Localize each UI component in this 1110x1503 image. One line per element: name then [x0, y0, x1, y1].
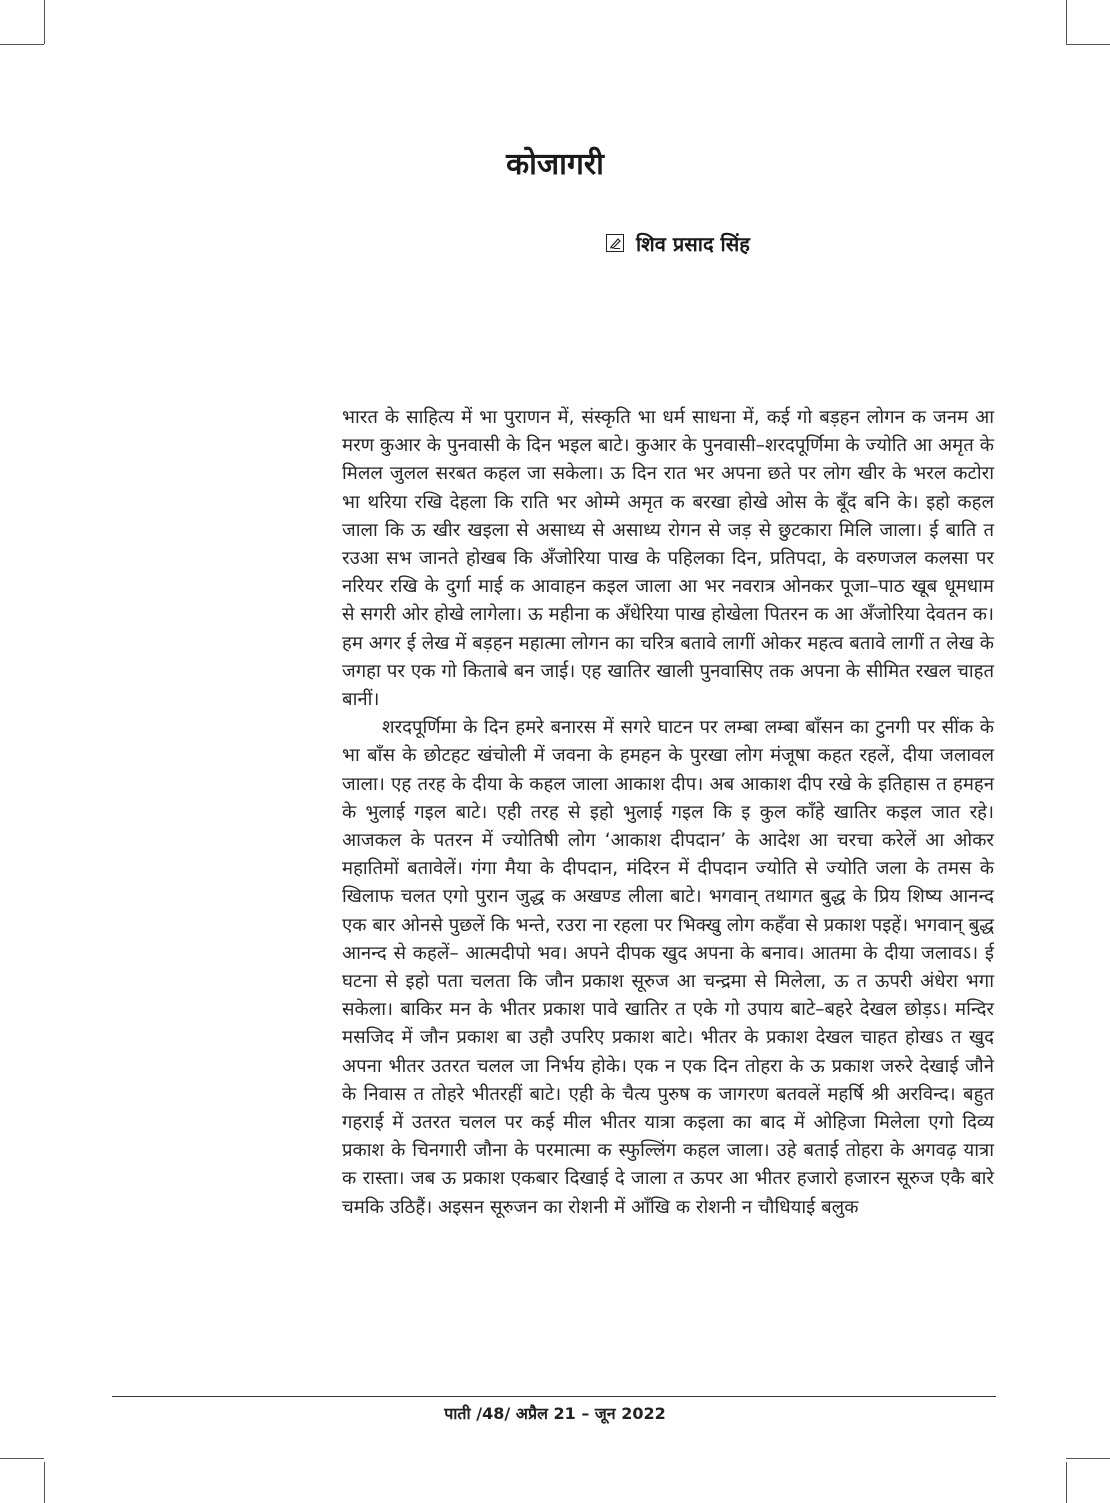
- crop-mark-top-right-v: [1066, 0, 1067, 44]
- crop-mark-top-right-h: [1066, 44, 1110, 45]
- crop-mark-bottom-left-h: [0, 1458, 44, 1459]
- author-byline: [606, 228, 750, 258]
- article-body: [342, 404, 994, 1222]
- crop-mark-bottom-right-h: [1066, 1458, 1110, 1459]
- crop-mark-bottom-left-v: [44, 1462, 45, 1503]
- article-title: कोजागरी: [506, 147, 604, 182]
- paragraph-1: भारत के साहित्य में भा पुराणन में, संस्कृति भा धर्म साधना में, कई गो बड़हन लोगन क जनम आ मरण कुआर के पुनवासी के दिन भइल बाटे। कुआर के पुनवासी–शरदपूर्णिमा के ज्योति आ अमृत के मिलल जुलल सरबत कहल जा सकेला। ऊ दिन रात भर अपना छते पर लोग खीर के भरल कटोरा भा थरिया रखि देहला कि राति भर ओम्मे अमृत क बरखा होखे ओस के बूँद बनि के। इहो कहल जाला कि ऊ खीर खइला से असाध्य से असाध्य रोगन से जड़ से छुटकारा मिलि जाला। ई बाति त रउआ सभ जानते होखब कि अँजोरिया पाख के पहिलका दिन, प्रतिपदा, के वरुणजल कलसा पर नरियर रखि के दुर्गा माई क आवाहन कइल जाला आ भर नवरात्र ओनकर पूजा–पाठ खूब धूमधाम से सगरी ओर होखे लागेला। ऊ महीना क अँधेरिया पाख होखेला पितरन क आ अँजोरिया देवतन क। हम अगर ई लेख में बड़हन महात्मा लोगन का चरित्र बतावे लागीं ओकर महत्व बतावे लागीं त लेख के जगहा पर एक गो किताबे बन जाई। एह खातिर खाली पुनवासिए तक अपना के सीमित रखल चाहत बानीं।: [342, 407, 994, 711]
- crop-mark-bottom-right-v: [1066, 1462, 1067, 1503]
- footer-divider: [112, 1396, 996, 1397]
- crop-mark-top-left-v: [44, 0, 45, 44]
- paragraph-2: शरदपूर्णिमा के दिन हमरे बनारस में सगरे घाटन पर लम्बा लम्बा बाँसन का टुनगी पर सींक के भा बाँस के छोटहट खंचोली में जवना के हमहन के पुरखा लोग मंजूषा कहत रहलें, दीया जलावल जाला। एह तरह के दीया के कहल जाला आकाश दीप। अब आकाश दीप रखे के इतिहास त हमहन के भुलाई गइल बाटे। एही तरह से इहो भुलाई गइल कि इ कुल काँहे खातिर कइल जात रहे। आजकल के पतरन में ज्योतिषी लोग ‘आकाश दीपदान’ के आदेश आ चरचा करेलें आ ओकर महातिमों बतावेलें। गंगा मैया के दीपदान, मंदिरन में दीपदान ज्योति से ज्योति जला के तमस के खिलाफ चलत एगो पुरान जुद्ध क अखण्ड लीला बाटे। भगवान् तथागत बुद्ध के प्रिय शिष्य आनन्द एक बार ओनसे पुछलें कि भन्ते, रउरा ना रहला पर भिक्खु लोग कहँवा से प्रकाश पइहें। भगवान् बुद्ध आनन्द से कहलें– आत्मदीपो भव। अपने दीपक खुद अपना के बनाव। आतमा के दीया जलावऽ। ई घटना से इहो पता चलता कि जौन प्रकाश सूरुज आ चन्द्रमा से मिलेला, ऊ त ऊपरी अंधेरा भगा सकेला। बाकिर मन के भीतर प्रकाश पावे खातिर त एके गो उपाय बाटे–बहरे देखल छोड़ऽ। मन्दिर मसजिद में जौन प्रकाश बा उहौ उपरिए प्रकाश बाटे। भीतर के प्रकाश देखल चाहत होखऽ त खुद अपना भीतर उतरत चलल जा निर्भय होके। एक न एक दिन तोहरा के ऊ प्रकाश जरुरे देखाई जौने के निवास त तोहरे भीतरहीं बाटे। एही के चैत्य पुरुष क जागरण बतवलें महर्षि श्री अरविन्द। बहुत गहराई में उतरत चलल पर कई मील भीतर यात्रा कइला का बाद में ओहिजा मिलेला एगो दिव्य प्रकाश के चिनगारी जौना के परमात्मा क स्फुल्लिंग कहल जाला। उहे बताई तोहरा के अगवढ़ यात्रा क रास्ता। जब ऊ प्रकाश एकबार दिखाई दे जाला त ऊपर आ भीतर हजारो हजारन सूरुज एकै बारे चमकि उठिहैं। अइसन सूरुजन का रोशनी में आँखि क रोशनी न चौधियाई बलुक: [342, 717, 995, 1218]
- author-name: शिव प्रसाद सिंह: [636, 231, 750, 256]
- footer-page-info: पाती /48/ अप्रैल 21 – जून 2022: [444, 1404, 666, 1423]
- crop-mark-top-left-h: [0, 44, 44, 45]
- pen-writing-icon: [606, 234, 624, 252]
